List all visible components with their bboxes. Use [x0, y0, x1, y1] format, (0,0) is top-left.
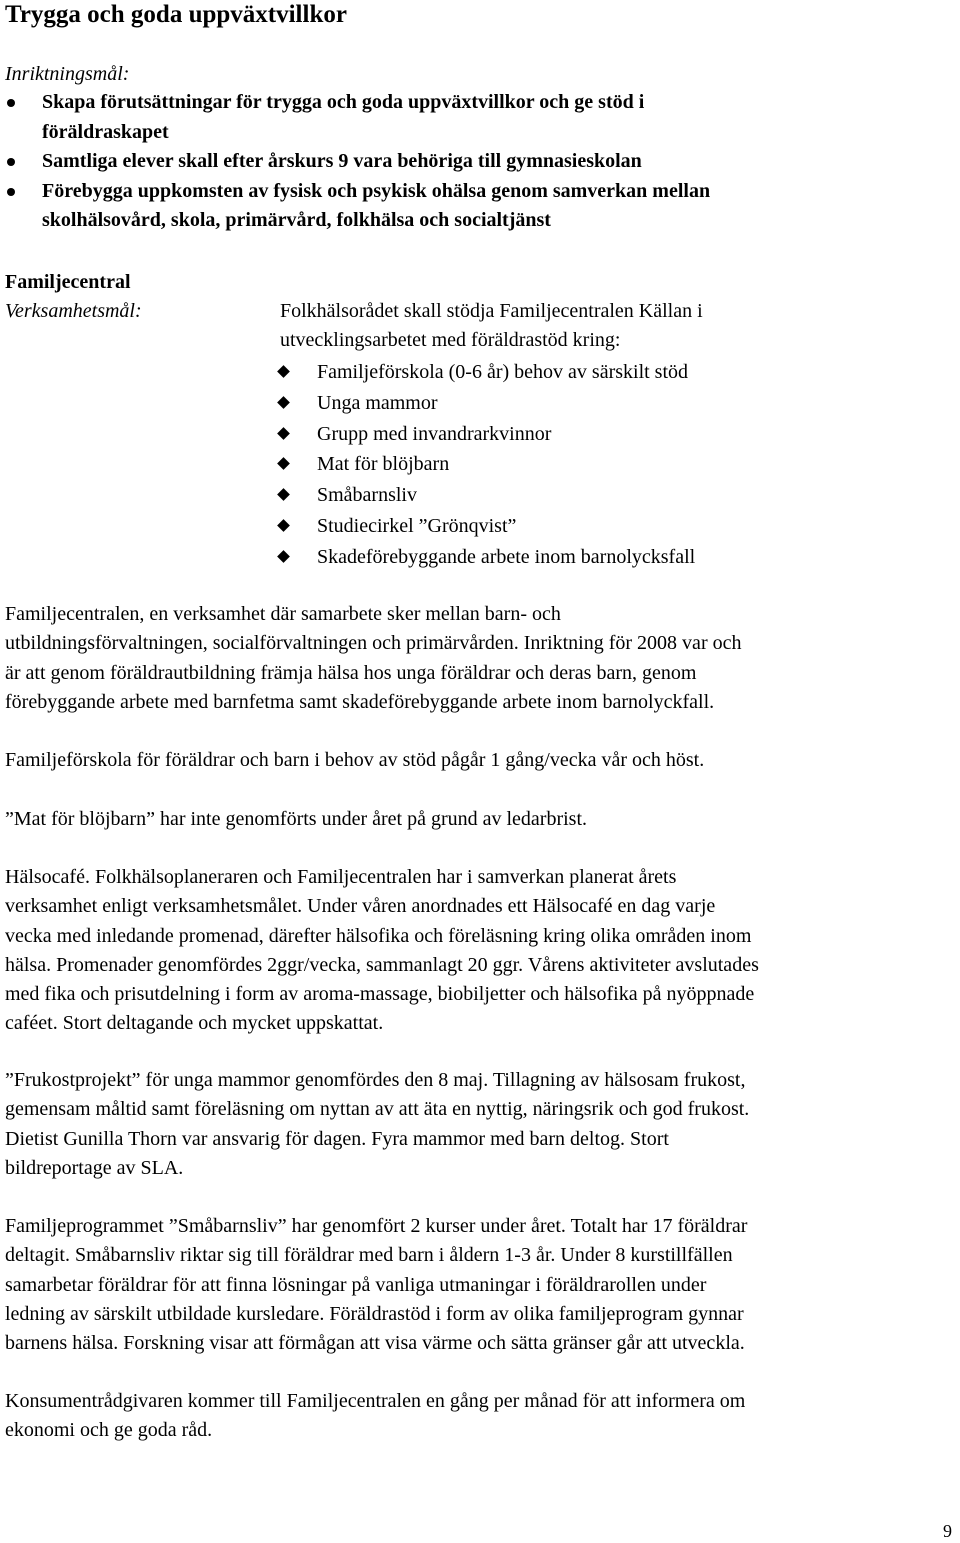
- verksamhetsmal-intro-line: utvecklingsarbetet med föräldrastöd kring:: [280, 329, 621, 351]
- diamond-bullet-icon: [277, 458, 290, 471]
- list-item: Skadeförebyggande arbete inom barnolycksfall: [277, 542, 695, 573]
- inriktningsmal-label: Inriktningsmål:: [5, 63, 130, 85]
- diamond-bullet-icon: [277, 488, 290, 501]
- page-number: 9: [943, 1521, 952, 1541]
- section-heading: Familjecentral: [5, 271, 131, 293]
- list-item: Grupp med invandrarkvinnor: [277, 419, 695, 450]
- list-item: Familjeförskola (0-6 år) behov av särskilt stöd: [277, 357, 695, 388]
- paragraph-mat-for-blojbarn: ”Mat för blöjbarn” har inte genomförts under året på grund av ledarbrist.: [5, 808, 588, 830]
- paragraph-halsocafe: Hälsocafé. Folkhälsoplaneraren och Familjecentralen har i samverkan planerat årets verksamhet enligt verksamhetsmålet. Under våren anordnades ett Hälsocafé en dag varje vecka med inledande promenad, därefter hälsofika och föreläsning kring olika områden inom hälsa. Promenader genomfördes 2ggr/vecka, sammanlagt 20 ggr. Vårens aktiviteter avslutades med fika och prisutdelning i form av aroma-massage, biobiljetter och hälsofika på nyöppnade caféet. Stort deltagande och mycket uppskattat.: [5, 866, 759, 1035]
- diamond-bullet-icon: [277, 519, 290, 532]
- page-title: Trygga och goda uppväxtvillkor: [5, 1, 347, 28]
- list-item: Mat för blöjbarn: [277, 449, 695, 480]
- verksamhetsmal-intro-line: Folkhälsorådet skall stödja Familjecentralen Källan i: [280, 300, 703, 322]
- paragraph-familjeforskola: Familjeförskola för föräldrar och barn i behov av stöd pågår 1 gång/vecka vår och höst.: [5, 749, 705, 771]
- list-item: Unga mammor: [277, 388, 695, 419]
- paragraph-frukostprojekt: ”Frukostprojekt” för unga mammor genomfördes den 8 maj. Tillagning av hälsosam frukost, gemensam måltid samt föreläsning om nyttan av att äta en nyttig, näringsrik och god frukost. Dietist Gunilla Thorn var ansvarig för dagen. Fyra mammor med barn deltog. Stort bildreportage av SLA.: [5, 1069, 750, 1179]
- diamond-bullet-icon: [277, 365, 290, 378]
- paragraph-familjeprogrammet: Familjeprogrammet ”Småbarnsliv” har genomfört 2 kurser under året. Totalt har 17 föräldrar deltagit. Småbarnsliv riktar sig till föräldrar med barn i åldern 1-3 år. Under 8 kurstillfällen samarbetar föräldrar för att finna lösningar på vanliga utmaningar i föräldrarollen under ledning av särskilt utbildade kursledare. Föräldrastöd i form av olika familjeprogram gynnar barnens hälsa. Forskning visar att förmågan att visa värme och sätta gränser går att utveckla.: [5, 1215, 748, 1355]
- paragraph-konsumentradgivaren: Konsumentrådgivaren kommer till Familjecentralen en gång per månad för att informera om ekonomi och ge goda råd.: [5, 1390, 746, 1442]
- paragraph-familjecentralen: Familjecentralen, en verksamhet där samarbete sker mellan barn- och utbildningsförvaltningen, socialförvaltningen och primärvården. Inriktning för 2008 var och är att genom föräldrautbildning främja hälsa hos unga föräldrar och deras barn, genom förebyggande arbete med barnfetma samt skadeförebyggande arbete inom barnolyckfall.: [5, 603, 742, 713]
- bullet-icon: [7, 188, 15, 196]
- list-item: Förebygga uppkomsten av fysisk och psykisk ohälsa genom samverkan mellan skolhälsovård, skola, primärvård, folkhälsa och socialtjänst: [0, 177, 960, 236]
- verksamhetsmal-list: [277, 357, 695, 573]
- diamond-bullet-icon: [277, 550, 290, 563]
- bullet-icon: [7, 158, 15, 166]
- list-item: Småbarnsliv: [277, 480, 695, 511]
- verksamhetsmal-label: Verksamhetsmål:: [5, 300, 142, 322]
- list-item: Skapa förutsättningar för trygga och goda uppväxtvillkor och ge stöd i föräldraskapet: [0, 88, 960, 147]
- list-item: Samtliga elever skall efter årskurs 9 vara behöriga till gymnasieskolan: [0, 147, 960, 177]
- bullet-icon: [7, 99, 15, 107]
- inriktningsmal-list: [0, 88, 960, 236]
- diamond-bullet-icon: [277, 396, 290, 409]
- list-item: Studiecirkel ”Grönqvist”: [277, 511, 695, 542]
- diamond-bullet-icon: [277, 427, 290, 440]
